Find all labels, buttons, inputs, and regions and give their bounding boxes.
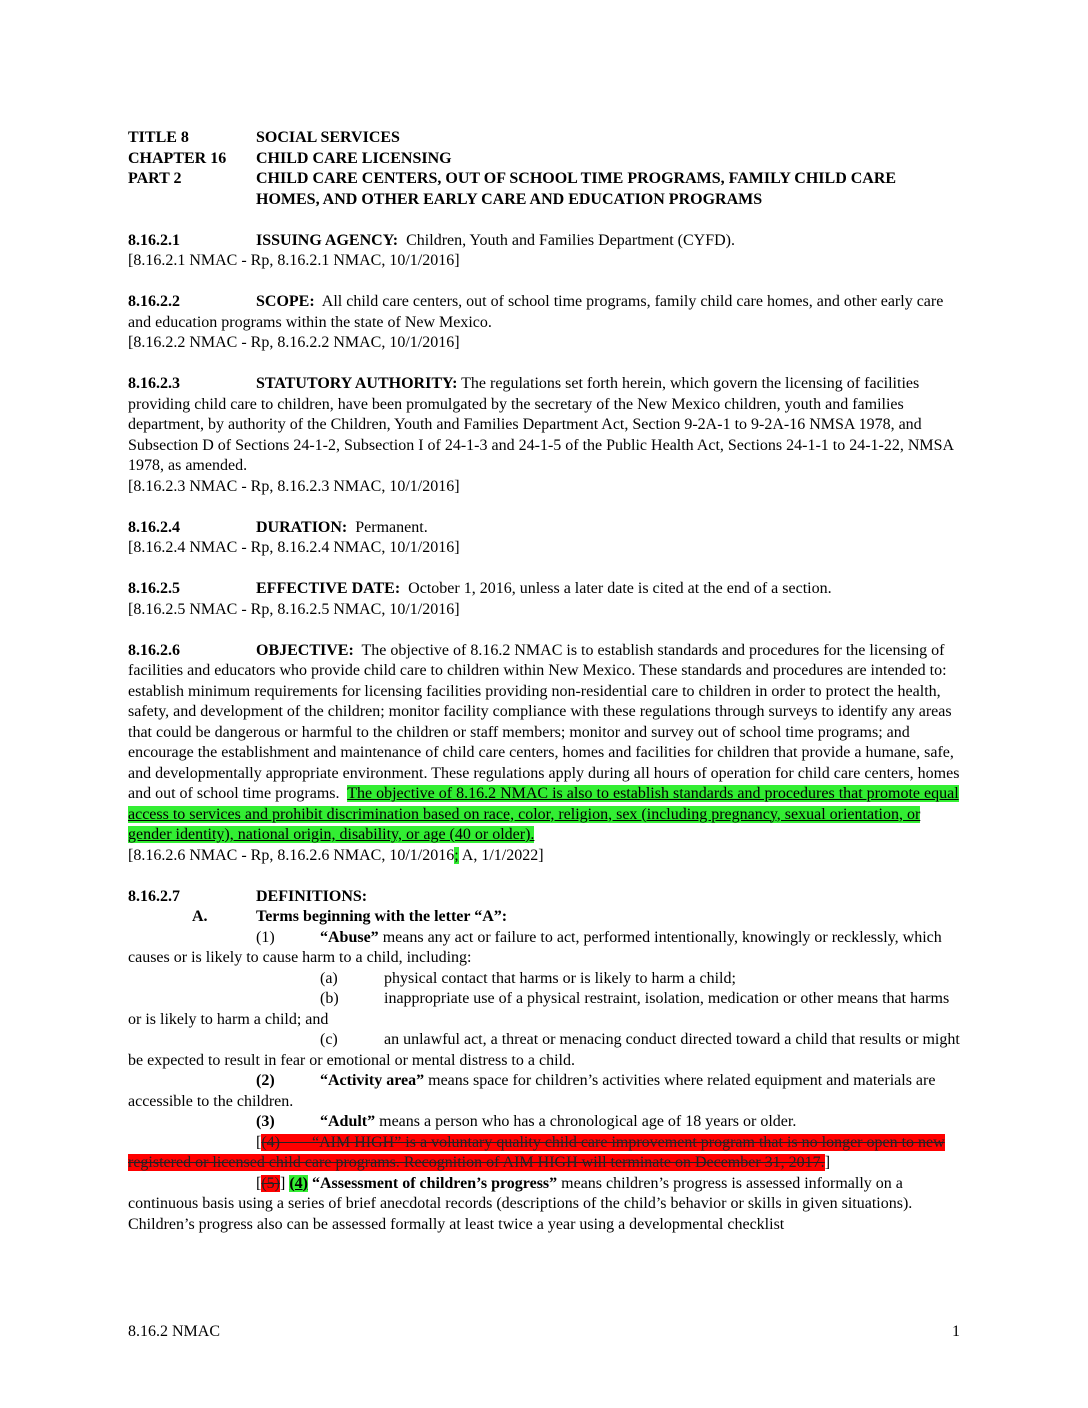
deleted-text: (5) xyxy=(261,1174,280,1192)
section-statutory-authority: 8.16.2.3 STATUTORY AUTHORITY: The regulations set forth herein, which govern the licensing of facilities providing child care to children, have been promulgated by the secretary of the New Mexico children, youth and families department, by authority of the Children, Youth and Families Department Act, Section 9-2A-1 to 9-2A-16 NMSA 1978, and Subsection D of Sections 24-1-2, Subsection I of 24-1-3 and 24-1-5 of the Public Health Act, Sections 24-1-1 to 24-1-22, NMSA 1978, as amended. [8.16.2.3 NMAC - Rp, 8.16.2.3 NMAC, 10/1/2016] xyxy=(128,375,954,495)
title-header: TITLE 8 SOCIAL SERVICES CHAPTER 16 CHILD CARE LICENSING PART 2 CHILD CARE CENTERS, OUT OF SCHOOL TIME PROGRAMS, FAMILY CHILD CARE HOMES, AND OTHER EARLY CARE AND EDUCATION PROGRAMS xyxy=(128,129,897,208)
inserted-text: (4) xyxy=(289,1174,308,1192)
document-body xyxy=(128,128,960,1235)
page-number: 1 xyxy=(952,1323,960,1340)
inserted-text: ; xyxy=(454,846,459,864)
page-footer xyxy=(128,1323,960,1341)
deleted-text: (4) “AIM HIGH” is a voluntary quality child care improvement program that is no longer open to new registered or licensed child care programs. Recognition of AIM HIGH will terminate on December 31, 2017. xyxy=(128,1133,945,1171)
section-objective: 8.16.2.6 OBJECTIVE: The objective of 8.16.2 NMAC is to establish standards and procedures for the licensing of facilities and educators who provide child care to children within New Mexico. These standards and procedures are intended to: establish minimum requirements for licensing facilities providing non-residential care to children in order to protect the health, safety, and development of the children; monitor facility compliance with these regulations through surveys to identify any areas that could be dangerous or harmful to the children or staff members; monitor and survey out of school time programs; and encourage the establishment and maintenance of child care centers, homes and facilities for children that provide a humane, safe, and developmentally appropriate environment. These regulations apply during all hours of operation for child care centers, homes and out of school time programs. The objective of 8.16.2 NMAC is also to establish standards and procedures that promote equal access to services and prohibit discrimination based on race, color, religion, sex (including pregnancy, sexual orientation, or gender identity), national origin, disability, or age (40 or older). [8.16.2.6 NMAC - Rp, 8.16.2.6 NMAC, 10/1/2016; A, 1/1/2022] xyxy=(128,641,960,864)
section-scope: 8.16.2.2 SCOPE: All child care centers, out of school time programs, family child care homes, and other early care and education programs within the state of New Mexico. [8.16.2.2 NMAC - Rp, 8.16.2.2 NMAC, 10/1/2016] xyxy=(128,293,944,351)
section-definitions: 8.16.2.7 DEFINITIONS: A. Terms beginning with the letter “A”: (1) “Abuse” means any act or failure to act, performed intentionally, knowingly or recklessly, which causes or is likely to cause harm to a child, including: (a) physical contact that harms or is likely to harm a child; (b) inappropriate use of a physical restraint, isolation, medication or other means that harms or is likely to harm a child; and (c) an unlawful act, a threat or menacing conduct directed toward a child that results or might be expected to result in fear or emotional or mental distress to a child. (2) “Activity area” means space for children’s activities where related equipment and materials are accessible to the children. (3) “Adult” means a person who has a chronological age of 18 years or older. [(4) “AIM HIGH” is a voluntary quality child care improvement program that is no longer open to new registered or licensed child care programs. Recognition of AIM HIGH will terminate on December 31, 2017.] [(5)] (4) “Assessment of children’s progress” means children’s progress is assessed informally on a continuous basis using a series of brief anecdotal records (descriptions of the child’s behavior or skills in given situations). Children’s progress also can be assessed formally at least twice a year using a developmental checklist xyxy=(128,887,960,1233)
inserted-text: The objective of 8.16.2 NMAC is also to establish standards and procedures that promote equal access to services and prohibit discrimination based on race, color, religion, sex (including pregnancy, sexual orientation, or gender identity), national origin, disability, or age (40 or older). xyxy=(128,785,959,843)
footer-doc-id: 8.16.2 NMAC xyxy=(128,1323,221,1340)
section-issuing-agency: 8.16.2.1 ISSUING AGENCY: Children, Youth and Families Department (CYFD). [8.16.2.1 NMAC - Rp, 8.16.2.1 NMAC, 10/1/2016] xyxy=(128,231,735,269)
section-duration: 8.16.2.4 DURATION: Permanent. [8.16.2.4 NMAC - Rp, 8.16.2.4 NMAC, 10/1/2016] xyxy=(128,518,460,556)
section-effective-date: 8.16.2.5 EFFECTIVE DATE: October 1, 2016, unless a later date is cited at the end of a section. [8.16.2.5 NMAC - Rp, 8.16.2.5 NMAC, 10/1/2016] xyxy=(128,580,832,618)
